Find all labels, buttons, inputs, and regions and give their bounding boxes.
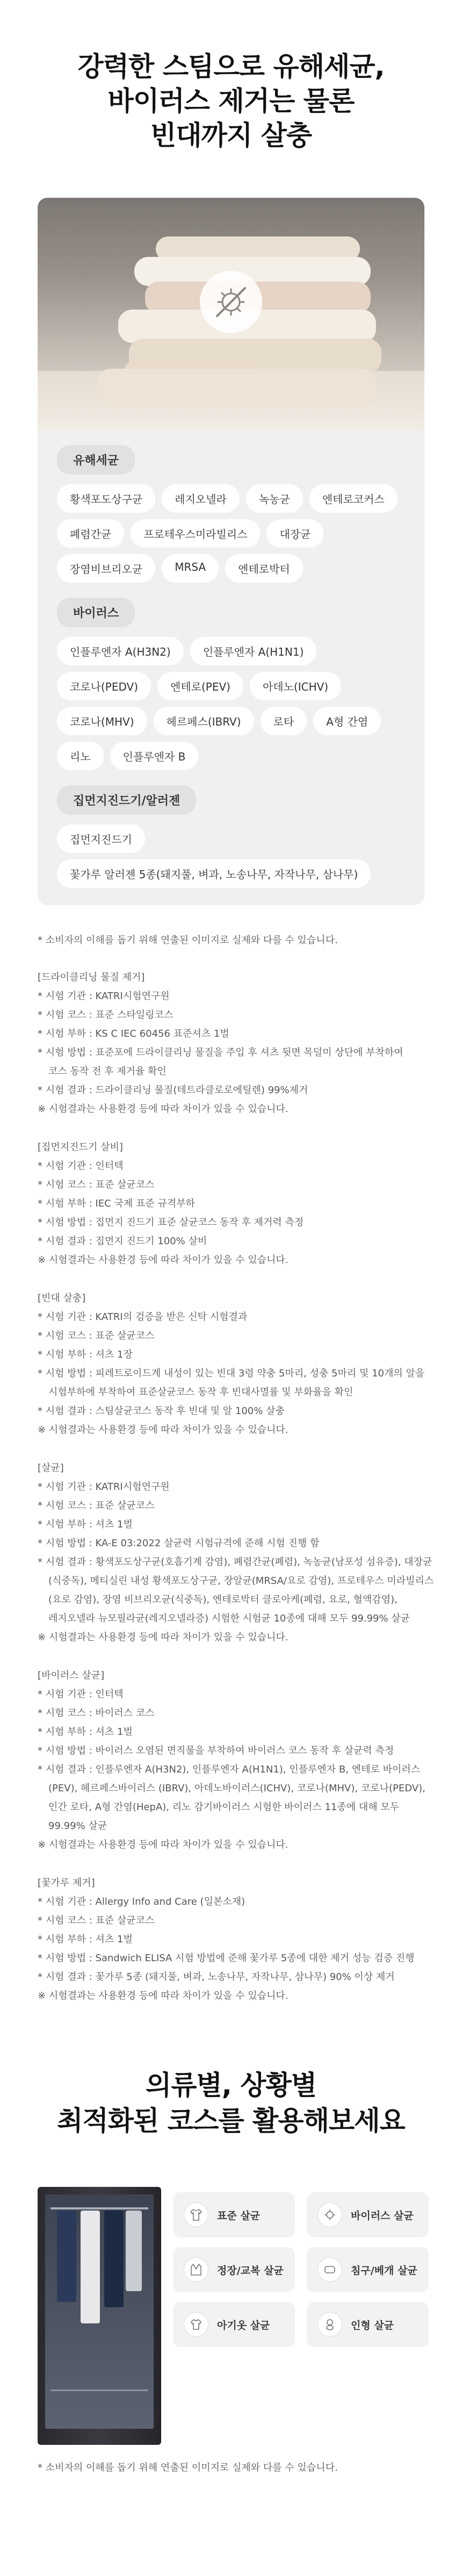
notes-disclaimer: * 소비자의 이해를 돕기 위해 연출된 이미지로 실제와 다를 수 있습니다.	[38, 935, 338, 946]
note-block-bedbug	[38, 1289, 424, 1439]
note-heading: [바이러스 살균]	[38, 1670, 105, 1681]
course-label: 침구/베개 살균	[351, 2264, 417, 2277]
tag-list	[57, 484, 405, 583]
note-line: 레지오넬라 뉴모필라균(레지오넬라증) 시험한 시험균 10종에 대해 모두 99.99% 살균	[48, 1613, 410, 1624]
note-line: * 시험 기관 : KATRI시험연구원	[38, 991, 170, 1002]
hero-title-line-3: 빈대까지 살충	[150, 120, 312, 151]
tag: 헤르페스(IBRV)	[154, 707, 254, 735]
note-line: ※ 시험결과는 사용환경 등에 따라 차이가 있을 수 있습니다.	[38, 1839, 288, 1850]
note-line: * 시험 코스 : 표준 살균코스	[38, 1179, 155, 1190]
note-heading: [꽃가루 제거]	[38, 1877, 95, 1889]
note-line: * 시험 부하 : KS C IEC 60456 표준셔츠 1벌	[38, 1028, 229, 1039]
note-line: * 시험 코스 : 표준 살균코스	[38, 1500, 155, 1511]
note-line: * 시험 코스 : 표준 살균코스	[38, 1915, 155, 1926]
note-line: ※ 시험결과는 사용환경 등에 따라 차이가 있을 수 있습니다.	[38, 1990, 288, 2001]
note-heading: [집먼지진드기 살비]	[38, 1142, 123, 1153]
note-line: ※ 시험결과는 사용환경 등에 따라 차이가 있을 수 있습니다.	[38, 1103, 288, 1115]
course-grid	[173, 2192, 429, 2347]
note-heading: [살균]	[38, 1462, 64, 1474]
tag: 리노	[57, 742, 104, 770]
note-line: * 시험 방법 : 바이러스 오염된 면직물을 부착하여 바이러스 코스 동작 후 살균력 측정	[38, 1745, 394, 1756]
pillow-icon	[317, 2257, 342, 2282]
note-line: (PEV), 헤르페스바이러스 (IBRV), 아데노바이러스(ICHV), 코로나(MHV), 코로나(PEDV),	[48, 1783, 425, 1794]
note-line: 99.99% 살균	[48, 1820, 107, 1832]
tag: 대장균	[266, 519, 323, 548]
hero-title-line-2: 바이러스 제거는 물론	[107, 85, 355, 117]
suit-icon	[184, 2257, 208, 2282]
sterilization-card	[38, 198, 424, 905]
tag: 레지오넬라	[162, 484, 240, 513]
courses-title	[0, 2025, 462, 2139]
tag: 코로나(MHV)	[57, 707, 147, 735]
note-line: * 시험 부하 : 셔츠 1벌	[38, 1726, 133, 1738]
tag: 엔테로박터	[225, 554, 303, 583]
group-label: 집먼지진드기/알러젠	[57, 785, 196, 815]
tag: MRSA	[162, 554, 219, 583]
note-line: * 시험 방법 : 집먼지 진드기 표준 살균코스 동작 후 제거력 측정	[38, 1217, 304, 1228]
note-line: * 시험 부하 : 셔츠 1벌	[38, 1934, 133, 1945]
note-heading: [빈대 살충]	[38, 1293, 86, 1304]
tag: 아데노(ICHV)	[250, 672, 341, 700]
note-line: * 시험 결과 : 꽃가루 5종 (돼지풀, 벼과, 노송나무, 자작나무, 삼나무) 90% 이상 제거	[38, 1971, 395, 1983]
note-line: ※ 시험결과는 사용환경 등에 따라 차이가 있을 수 있습니다.	[38, 1424, 288, 1436]
note-block-dust-mite	[38, 1138, 424, 1269]
course-doll[interactable]	[307, 2302, 429, 2347]
group-bacteria	[38, 430, 424, 583]
tag-list	[57, 824, 405, 888]
courses-title-line-2: 최적화된 코스를 활용해보세요	[57, 2105, 405, 2136]
virus-icon	[317, 2202, 342, 2227]
note-block-pollen	[38, 1874, 424, 2005]
courses-disclaimer: * 소비자의 이해를 돕기 위해 연출된 이미지로 실제와 다를 수 있습니다.	[38, 2462, 338, 2473]
tag: 황색포도상구균	[57, 484, 155, 513]
note-line: * 시험 결과 : 스팀살균코스 동작 후 빈대 및 알 100% 살충	[38, 1405, 285, 1417]
group-dust-mite	[38, 770, 424, 905]
courses-title-line-1: 의류별, 상황별	[145, 2070, 317, 2101]
tag-list	[57, 637, 405, 770]
tag: 폐렴간균	[57, 519, 124, 548]
course-label: 인형 살균	[351, 2319, 394, 2331]
note-line: * 시험 방법 : KA-E 03:2022 살균력 시험규격에 준해 시험 진행 함	[38, 1538, 320, 1549]
course-label: 바이러스 살균	[351, 2209, 414, 2222]
note-line: * 시험 방법 : 표준포에 드라이클리닝 물질을 주입 후 셔츠 뒷면 목덜미 상단에 부착하여	[38, 1047, 403, 1058]
course-label: 정장/교복 살균	[217, 2264, 284, 2277]
note-line: * 시험 기관 : 인터텍	[38, 1689, 124, 1700]
note-line: * 시험 기관 : KATRI의 검증을 받은 신탁 시험결과	[38, 1311, 248, 1323]
note-line: * 시험 코스 : 표준 살균코스	[38, 1330, 155, 1341]
tag: 인플루엔자 A(H1N1)	[190, 637, 317, 665]
courses-section	[0, 2176, 462, 2456]
note-line: * 시험 코스 : 바이러스 코스	[38, 1707, 155, 1719]
note-block-sterilization	[38, 1459, 434, 1647]
note-line: * 시험 결과 : 황색포도상구균(호흡기계 감염), 폐렴간균(폐렴), 녹농균(남포성 섬유증), 대장균	[38, 1556, 432, 1568]
note-line: 시험부하에 부착하여 표준살균코스 동작 후 빈대사멸률 및 부화율을 확인	[48, 1387, 353, 1398]
shirt-icon	[184, 2202, 208, 2227]
course-label: 아기옷 살균	[217, 2319, 270, 2331]
tag: 엔테로코커스	[309, 484, 398, 513]
styler-closet-image	[38, 2187, 161, 2445]
doll-icon	[317, 2312, 342, 2337]
group-label: 유해세균	[57, 445, 135, 475]
no-germ-icon	[200, 271, 262, 333]
folded-towels-photo	[38, 198, 424, 430]
note-line: ※ 시험결과는 사용환경 등에 따라 차이가 있을 수 있습니다.	[38, 1632, 288, 1643]
tag: 코로나(PEDV)	[57, 672, 151, 700]
note-block-virus	[38, 1666, 424, 1854]
note-line: * 시험 부하 : 셔츠 1장	[38, 1349, 133, 1360]
tag: 꽃가루 알러젠 5종(돼지풀, 벼과, 노송나무, 자작나무, 삼나무)	[57, 859, 371, 888]
note-line: (요로 감염), 장염 비브리오균(식중독), 엔테로박터 클로아케(폐렴, 요로, 혈액감염),	[48, 1594, 398, 1605]
note-line: * 시험 결과 : 드라이클리닝 물질(테트라클로로에틸렌) 99%제거	[38, 1085, 308, 1096]
tag: A형 간염	[313, 707, 381, 735]
test-notes	[0, 905, 462, 2005]
note-line: * 시험 기관 : Allergy Info and Care (일본소재)	[38, 1896, 246, 1907]
note-line: * 시험 방법 : 피레트로이드계 내성이 있는 빈대 3령 약충 5마리, 성충 5마리 및 10개의 알을	[38, 1368, 425, 1379]
group-virus	[38, 583, 424, 770]
baby-clothes-icon	[184, 2312, 208, 2337]
tag: 로타	[261, 707, 307, 735]
note-line: * 시험 방법 : Sandwich ELISA 시험 방법에 준해 꽃가루 5종에 대한 제거 성능 검증 진행	[38, 1953, 415, 1964]
note-line: * 시험 기관 : KATRI시험연구원	[38, 1481, 170, 1492]
note-line: * 시험 기관 : 인터텍	[38, 1160, 124, 1172]
course-standard[interactable]	[173, 2192, 295, 2237]
tag: 집먼지진드기	[57, 824, 145, 853]
note-heading: [드라이클리닝 물질 제거]	[38, 972, 145, 983]
tag: 장염비브리오균	[57, 554, 155, 583]
note-line: (식중독), 메티실린 내성 황색포도상구균, 장알균(MRSA/요로 감염), 프로테우스 미라빌리스	[48, 1575, 434, 1587]
tag: 엔테로(PEV)	[157, 672, 243, 700]
hero-title	[0, 0, 462, 153]
hero-title-line-1: 강력한 스팀으로 유해세균,	[77, 51, 385, 82]
group-label: 바이러스	[57, 598, 135, 627]
note-line: * 시험 결과 : 인플루엔자 A(H3N2), 인플루엔자 A(H1N1), 인플루엔자 B, 엔테로 바이러스	[38, 1764, 421, 1775]
note-line: * 시험 부하 : 셔츠 1벌	[38, 1519, 133, 1530]
tag: 인플루엔자 B	[110, 742, 199, 770]
course-bedding[interactable]	[307, 2247, 429, 2292]
tag: 인플루엔자 A(H3N2)	[57, 637, 184, 665]
note-line: * 시험 결과 : 집먼지 진드기 100% 살비	[38, 1236, 207, 1247]
note-block-drycleaning	[38, 968, 424, 1118]
course-suit[interactable]	[173, 2247, 295, 2292]
note-line: 코스 동작 전 후 제거율 확인	[48, 1066, 167, 1077]
note-line: ※ 시험결과는 사용환경 등에 따라 차이가 있을 수 있습니다.	[38, 1254, 288, 1266]
course-baby-clothes[interactable]	[173, 2302, 295, 2347]
tag: 녹농균	[246, 484, 303, 513]
course-label: 표준 살균	[217, 2209, 261, 2222]
note-line: * 시험 부하 : IEC 국제 표준 규격부하	[38, 1198, 196, 1209]
note-line: * 시험 코스 : 표준 스타일링코스	[38, 1009, 174, 1021]
course-virus[interactable]	[307, 2192, 429, 2237]
tag: 프로테우스미라빌리스	[131, 519, 260, 548]
note-line: 인간 로타, A형 간염(HepA), 리노 감기바이러스 시험한 바이러스 11종에 대해 모두	[48, 1802, 400, 1813]
